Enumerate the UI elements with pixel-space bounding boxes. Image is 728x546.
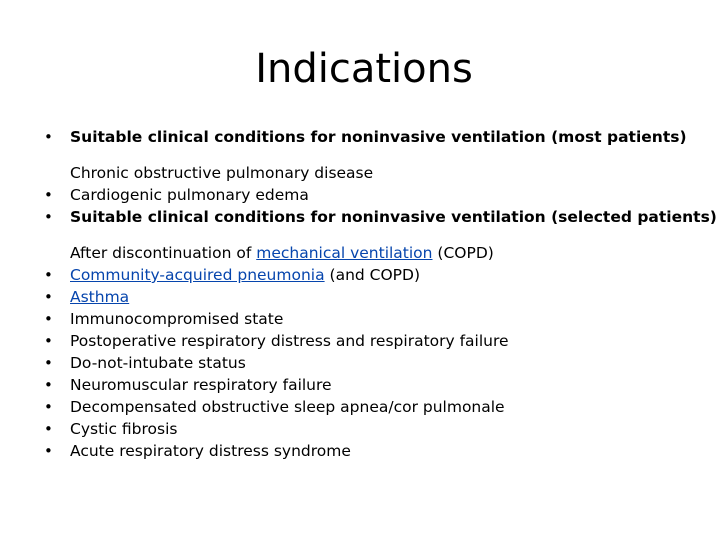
bullet-icon: • (44, 128, 53, 146)
bullet-icon: • (44, 442, 53, 460)
list-item-text: Decompensated obstructive sleep apnea/cor pulmonale (70, 398, 505, 416)
list-item (44, 286, 704, 308)
bullet-icon: • (44, 266, 53, 284)
list-item-text: Do-not-intubate status (70, 354, 246, 372)
list-item (44, 162, 704, 184)
asthma-link[interactable]: Asthma (70, 288, 130, 306)
list-item-text: Immunocompromised state (70, 310, 284, 328)
list-item-text: Neuromuscular respiratory failure (70, 376, 332, 394)
list-item-heading: Suitable clinical conditions for noninvasive ventilation (selected patients) (70, 208, 717, 226)
list-item-text: Acute respiratory distress syndrome (70, 442, 351, 460)
list-item (44, 308, 704, 330)
community-acquired-pneumonia-link[interactable]: Community-acquired pneumonia (70, 266, 325, 284)
list-item (44, 374, 704, 396)
list-item-text: Postoperative respiratory distress and respiratory failure (70, 332, 509, 350)
list-item (44, 184, 704, 206)
bullet-icon: • (44, 354, 53, 372)
bullet-icon: • (44, 310, 53, 328)
list-item (44, 242, 704, 264)
list-item-prefix: After discontinuation of (70, 244, 257, 262)
list-item-text (70, 264, 704, 286)
list-item-suffix: (COPD) (432, 244, 494, 262)
bullet-icon: • (44, 186, 53, 204)
mechanical-ventilation-link[interactable]: mechanical ventilation (256, 244, 433, 262)
bullet-list (44, 126, 717, 462)
list-item-text (70, 286, 704, 308)
list-item (44, 440, 704, 462)
bullet-icon: • (44, 332, 53, 350)
list-item (44, 126, 704, 148)
list-item (44, 396, 704, 418)
bullet-icon: • (44, 208, 53, 226)
list-item-text: Chronic obstructive pulmonary disease (70, 164, 374, 182)
list-item-suffix: (and COPD) (324, 266, 421, 284)
slide-title: Indications (255, 46, 473, 92)
list-item-text: Cystic fibrosis (70, 420, 178, 438)
list-item (44, 264, 704, 286)
list-item (44, 418, 704, 440)
bullet-icon: • (44, 376, 53, 394)
list-item-text: Cardiogenic pulmonary edema (70, 186, 309, 204)
list-item (44, 352, 704, 374)
bullet-icon: • (44, 288, 53, 306)
list-item (44, 206, 717, 228)
bullet-icon: • (44, 398, 53, 416)
list-item (44, 330, 704, 352)
bullet-icon: • (44, 420, 53, 438)
list-item-heading: Suitable clinical conditions for noninvasive ventilation (most patients) (70, 128, 687, 146)
list-item-text (70, 242, 704, 264)
